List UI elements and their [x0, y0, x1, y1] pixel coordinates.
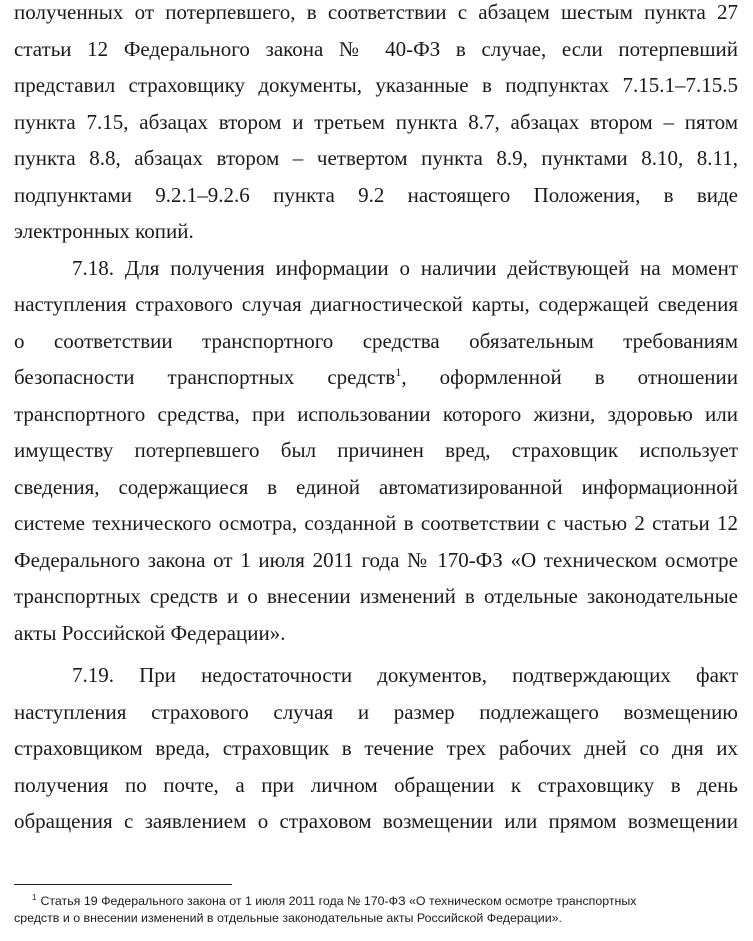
- text-line: Федерального закона от 1 июля 2011 года № 170-ФЗ «О техническом осмотре: [14, 547, 738, 572]
- footnote-separator: [14, 884, 232, 885]
- text-line: наступления страхового случая диагностической карты, содержащей сведения: [14, 292, 738, 316]
- text-line: о соответствии транспортного средства обязательным требованиям: [14, 328, 738, 353]
- paragraph-7-18: [14, 250, 738, 652]
- text-line: акты Российской Федерации».: [14, 620, 286, 645]
- text-line: обращения с заявлением о страховом возмещении или прямом возмещении: [14, 809, 738, 833]
- text-line: транспортных средств и о внесении изменений в отдельные законодательные: [14, 584, 738, 608]
- text-line: наступления страхового случая и размер подлежащего возмещению: [14, 699, 738, 724]
- text-line: пункта 7.15, абзацах втором и третьем пункта 8.7, абзацах втором – пятом: [14, 109, 738, 134]
- footnote-mark: 1: [32, 893, 37, 902]
- text-line: имуществу потерпевшего был причинен вред, страховщик использует: [14, 438, 738, 462]
- document-page: [14, 0, 738, 840]
- text-line: транспортного средства, при использовании которого жизни, здоровью или: [14, 401, 738, 426]
- text-line: полученных от потерпевшего, в соответствии с абзацем шестым пункта 27: [14, 0, 738, 24]
- text-line: электронных копий.: [14, 219, 194, 243]
- footnote-reference[interactable]: 1: [395, 365, 402, 379]
- paragraph-7-19: [14, 657, 738, 840]
- footnote-line: средств и о внесении изменений в отдельные законодательные акты Российской Федерации».: [14, 911, 562, 925]
- text-line: 7.18. Для получения информации о наличии действующей на момент: [72, 255, 738, 280]
- text-segment: безопасности транспортных средств: [14, 365, 396, 389]
- text-line: подпунктами 9.2.1–9.2.6 пункта 9.2 настоящего Положения, в виде: [14, 182, 738, 207]
- footnote-text: Статья 19 Федерального закона от 1 июля 2011 года № 170-ФЗ «О техническом осмотре транспортных: [40, 894, 637, 908]
- text-line: системе технического осмотра, созданной в соответствии с частью 2 статьи 12: [14, 511, 738, 535]
- text-line: представил страховщику документы, указанные в подпунктах 7.15.1–7.15.5: [14, 73, 738, 97]
- text-line: страховщиком вреда, страховщик в течение трех рабочих дней со дня их: [14, 736, 738, 760]
- footnote: [14, 893, 728, 927]
- paragraph-7-17-tail: [14, 0, 738, 250]
- text-line: пункта 8.8, абзацах втором – четвертом пункта 8.9, пунктами 8.10, 8.11,: [14, 146, 738, 170]
- text-line: сведения, содержащиеся в единой автоматизированной информационной: [14, 474, 738, 499]
- text-line: получения по почте, а при личном обращении к страховщику в день: [14, 772, 738, 797]
- text-segment: , оформленной в отношении: [401, 365, 738, 389]
- text-line-with-footnote: [14, 359, 738, 396]
- text-line: статьи 12 Федерального закона № 40-ФЗ в случае, если потерпевший: [14, 36, 738, 61]
- footnote-line: [14, 893, 728, 910]
- text-line: 7.19. При недостаточности документов, подтверждающих факт: [72, 663, 738, 687]
